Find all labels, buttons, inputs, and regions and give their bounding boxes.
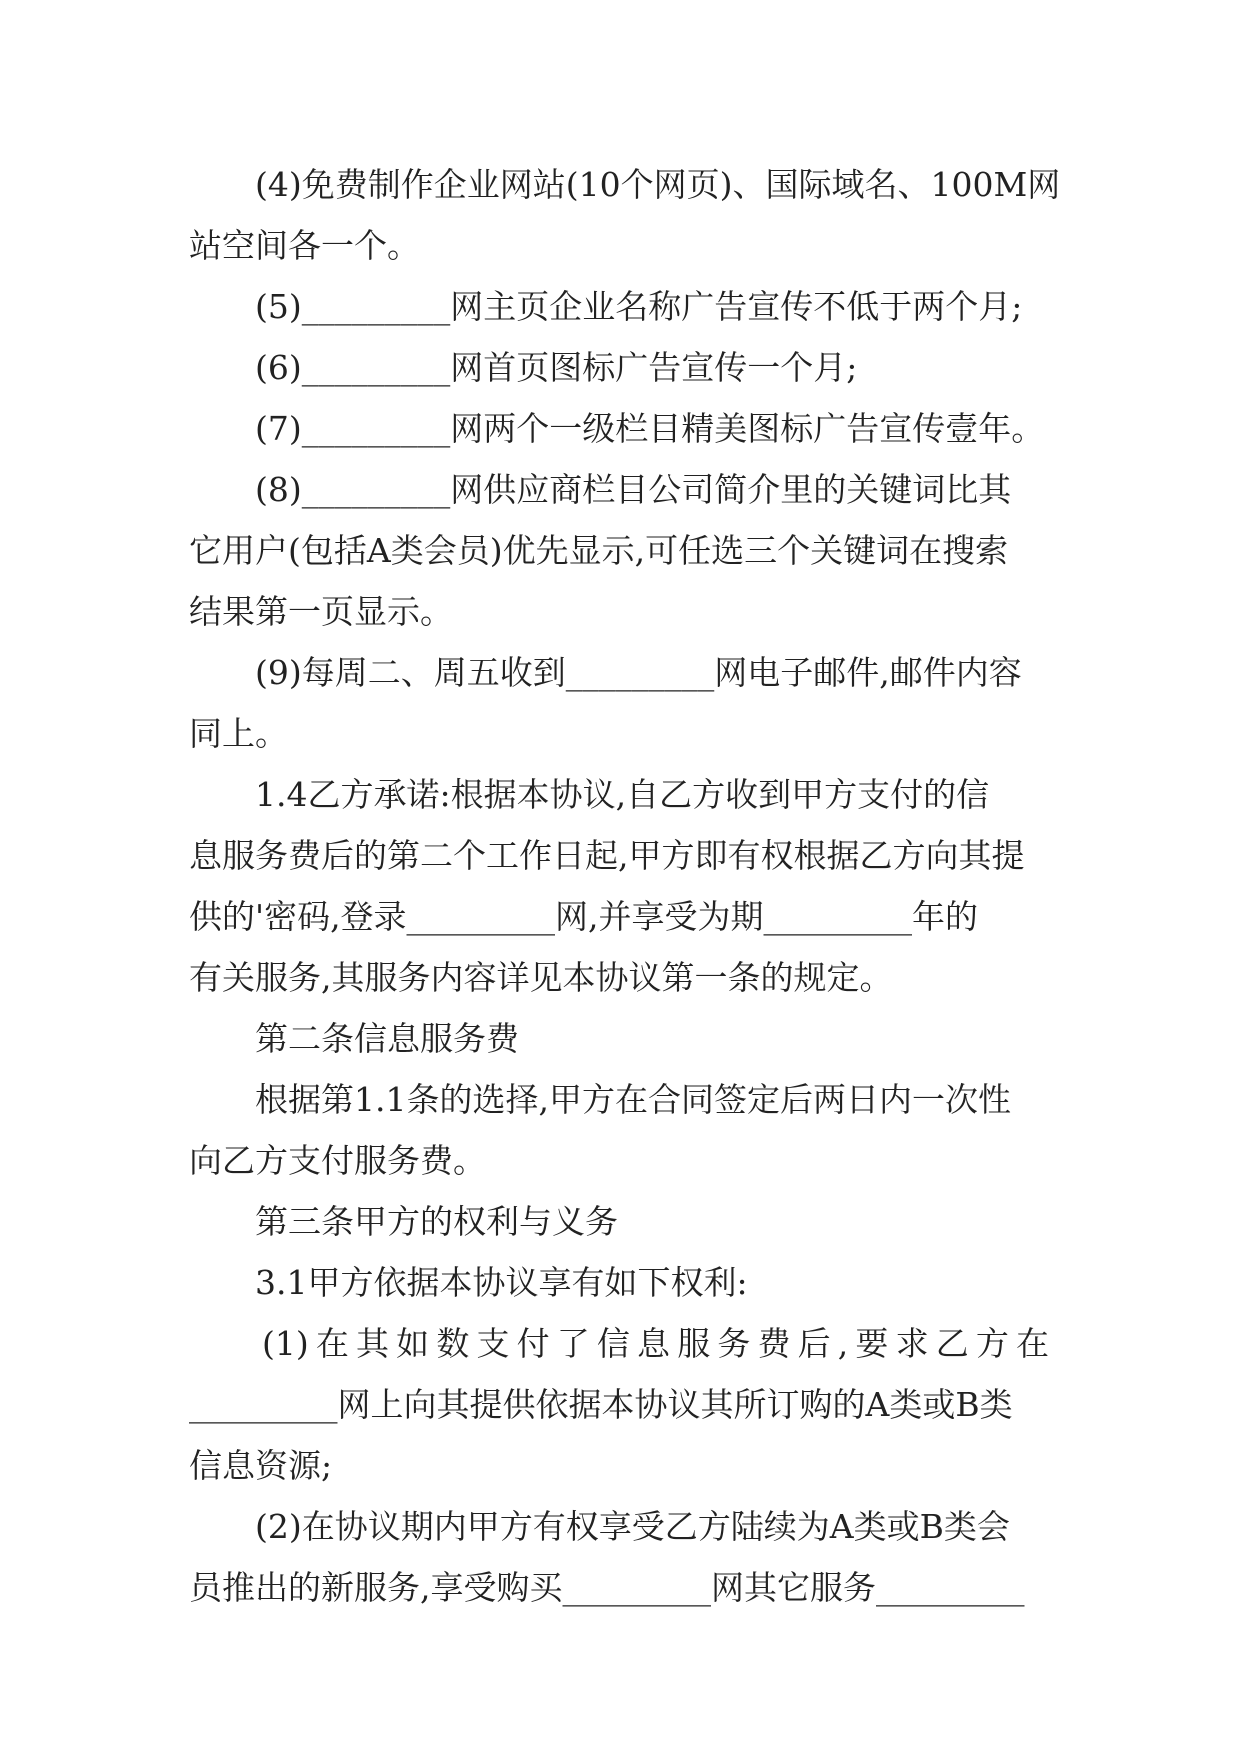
paragraph-line: 1.4乙方承诺:根据本协议,自乙方收到甲方支付的信 (255, 775, 990, 814)
paragraph-line: 信息资源; (189, 1446, 333, 1485)
paragraph-line: (4)免费制作企业网站(10个网页)、国际域名、100M网 (255, 165, 1061, 204)
paragraph-line: (6)_________网首页图标广告宣传一个月; (255, 348, 858, 387)
paragraph-line: 根据第1.1条的选择,甲方在合同签定后两日内一次性 (255, 1080, 1011, 1119)
paragraph-line: 供的'密码,登录_________网,并享受为期_________年的 (189, 897, 979, 936)
section-heading: 第三条甲方的权利与义务 (255, 1202, 618, 1241)
paragraph-line: (1)在其如数支付了信息服务费后,要求乙方在 (262, 1324, 1049, 1363)
paragraph-line: 结果第一页显示。 (189, 592, 453, 631)
paragraph-line: (9)每周二、周五收到_________网电子邮件,邮件内容 (255, 653, 1022, 692)
paragraph-line: 3.1甲方依据本协议享有如下权利: (255, 1263, 748, 1302)
paragraph-line: 息服务费后的第二个工作日起,甲方即有权根据乙方向其提 (189, 836, 1025, 875)
paragraph-line: 同上。 (189, 714, 288, 753)
paragraph-line: (8)_________网供应商栏目公司简介里的关键词比其 (255, 470, 1012, 509)
paragraph-line: 员推出的新服务,享受购买_________网其它服务_________ (189, 1568, 1025, 1607)
paragraph-line: (7)_________网两个一级栏目精美图标广告宣传壹年。 (255, 409, 1045, 448)
paragraph-line: (2)在协议期内甲方有权享受乙方陆续为A类或B类会 (255, 1507, 1010, 1546)
paragraph-line: _________网上向其提供依据本协议其所订购的A类或B类 (189, 1385, 1013, 1424)
paragraph-line: 它用户(包括A类会员)优先显示,可任选三个关键词在搜索 (189, 531, 1009, 570)
paragraph-line: 向乙方支付服务费。 (189, 1141, 486, 1180)
paragraph-line: 有关服务,其服务内容详见本协议第一条的规定。 (189, 958, 893, 997)
paragraph-line: 站空间各一个。 (189, 226, 420, 265)
paragraph-line: (5)_________网主页企业名称广告宣传不低于两个月; (255, 287, 1023, 326)
section-heading: 第二条信息服务费 (255, 1019, 519, 1058)
